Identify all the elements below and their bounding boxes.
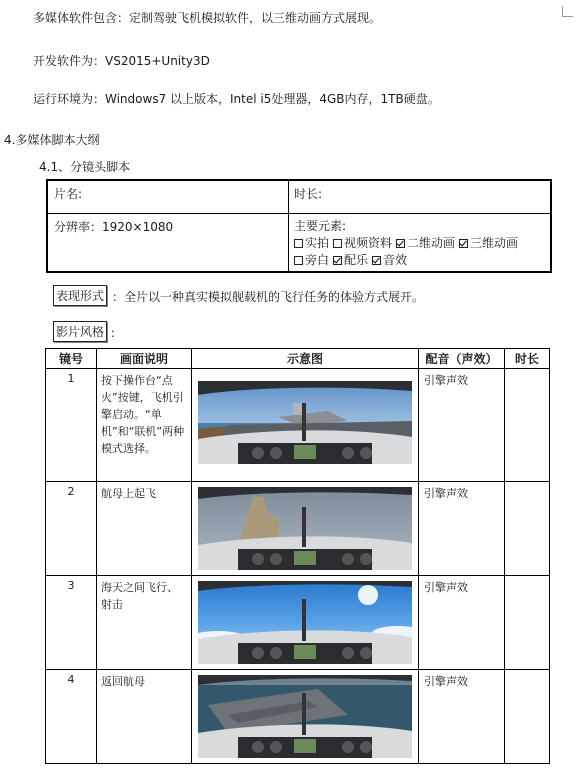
resolution-text: 分辨率：1920×1080 — [54, 220, 174, 234]
scene-description: 海天之间飞行、射击 — [97, 576, 192, 670]
intro-line-content: 多媒体软件包含：定制驾驶飞机模拟软件，以三维动画方式展现。 — [33, 11, 382, 25]
storyboard-header-row — [46, 349, 550, 369]
element-option-label: 旁白 — [305, 253, 330, 267]
elements-cell — [288, 214, 552, 273]
duration-cell — [505, 576, 550, 670]
section-heading: 4.多媒体脚本大纲 — [4, 133, 100, 147]
cockpit-sky-flight-image — [198, 581, 412, 664]
elements-label: 主要元素: — [294, 219, 347, 233]
scene-description: 返回航母 — [97, 670, 192, 764]
info-table — [46, 179, 552, 273]
element-option-6 — [372, 253, 407, 267]
element-option-1 — [333, 236, 392, 250]
style-label: 影片风格 — [53, 321, 107, 342]
checked-box-icon — [396, 239, 405, 248]
element-option-label: 视频资料 — [344, 236, 393, 250]
scene-description: 按下操作台“点火”按键，飞机引擎启动。“单机”和“联机”两种模式选择。 — [97, 369, 192, 482]
header-scene-description: 画面说明 — [97, 349, 192, 369]
element-option-label: 音效 — [383, 253, 408, 267]
illustration-cell — [192, 369, 419, 482]
cockpit-takeoff-image — [198, 487, 412, 570]
element-option-label: 三维动画 — [470, 236, 519, 250]
checked-box-icon — [459, 239, 468, 248]
shot-number: 2 — [46, 482, 97, 576]
audio-cell: 引擎声效 — [419, 482, 505, 576]
duration-cell — [505, 482, 550, 576]
cockpit-return-carrier-image — [198, 675, 412, 758]
storyboard-table — [45, 348, 550, 764]
header-duration: 时长 — [505, 349, 550, 369]
illustration-cell — [192, 670, 419, 764]
shot-number: 3 — [46, 576, 97, 670]
audio-cell: 引擎声效 — [419, 576, 505, 670]
intro-line-software: 开发软件为：VS2015+Unity3D — [33, 54, 210, 68]
shot-number: 4 — [46, 670, 97, 764]
duration-cell — [505, 369, 550, 482]
checked-box-icon — [372, 256, 381, 265]
element-option-label: 实拍 — [305, 236, 330, 250]
section-subheading: 4.1、分镜头脚本 — [39, 160, 131, 174]
style-text: ： — [110, 326, 123, 340]
element-option-label: 二维动画 — [407, 236, 456, 250]
page-corner-mark — [562, 6, 573, 17]
film-name-label: 片名: — [54, 187, 83, 201]
shot-number: 1 — [46, 369, 97, 482]
table-row — [46, 670, 550, 764]
header-illustration: 示意图 — [192, 349, 419, 369]
header-shot-number: 镜号 — [46, 349, 97, 369]
unchecked-box-icon — [294, 256, 303, 265]
table-row — [46, 576, 550, 670]
unchecked-box-icon — [333, 239, 342, 248]
intro-line-environment: 运行环境为：Windows7 以上版本，Intel i5处理器，4GB内存，1TB硬盘。 — [33, 92, 440, 106]
form-text: ：全片以一种真实模拟舰载机的飞行任务的体验方式展开。 — [112, 290, 425, 304]
checked-box-icon — [333, 256, 342, 265]
header-audio: 配音（声效） — [419, 349, 505, 369]
element-option-3 — [459, 236, 518, 250]
element-option-2 — [396, 236, 455, 250]
element-option-4 — [294, 253, 329, 267]
element-option-label: 配乐 — [344, 253, 369, 267]
form-label: 表现形式 — [53, 285, 107, 306]
table-row — [46, 369, 550, 482]
table-row — [46, 482, 550, 576]
duration-cell — [505, 670, 550, 764]
illustration-cell — [192, 576, 419, 670]
scene-description: 航母上起飞 — [97, 482, 192, 576]
element-option-5 — [333, 253, 368, 267]
audio-cell: 引擎声效 — [419, 670, 505, 764]
unchecked-box-icon — [294, 239, 303, 248]
cockpit-carrier-deck-image — [198, 381, 412, 464]
element-option-0 — [294, 236, 329, 250]
illustration-cell — [192, 482, 419, 576]
duration-label: 时长: — [294, 187, 323, 201]
audio-cell: 引擎声效 — [419, 369, 505, 482]
